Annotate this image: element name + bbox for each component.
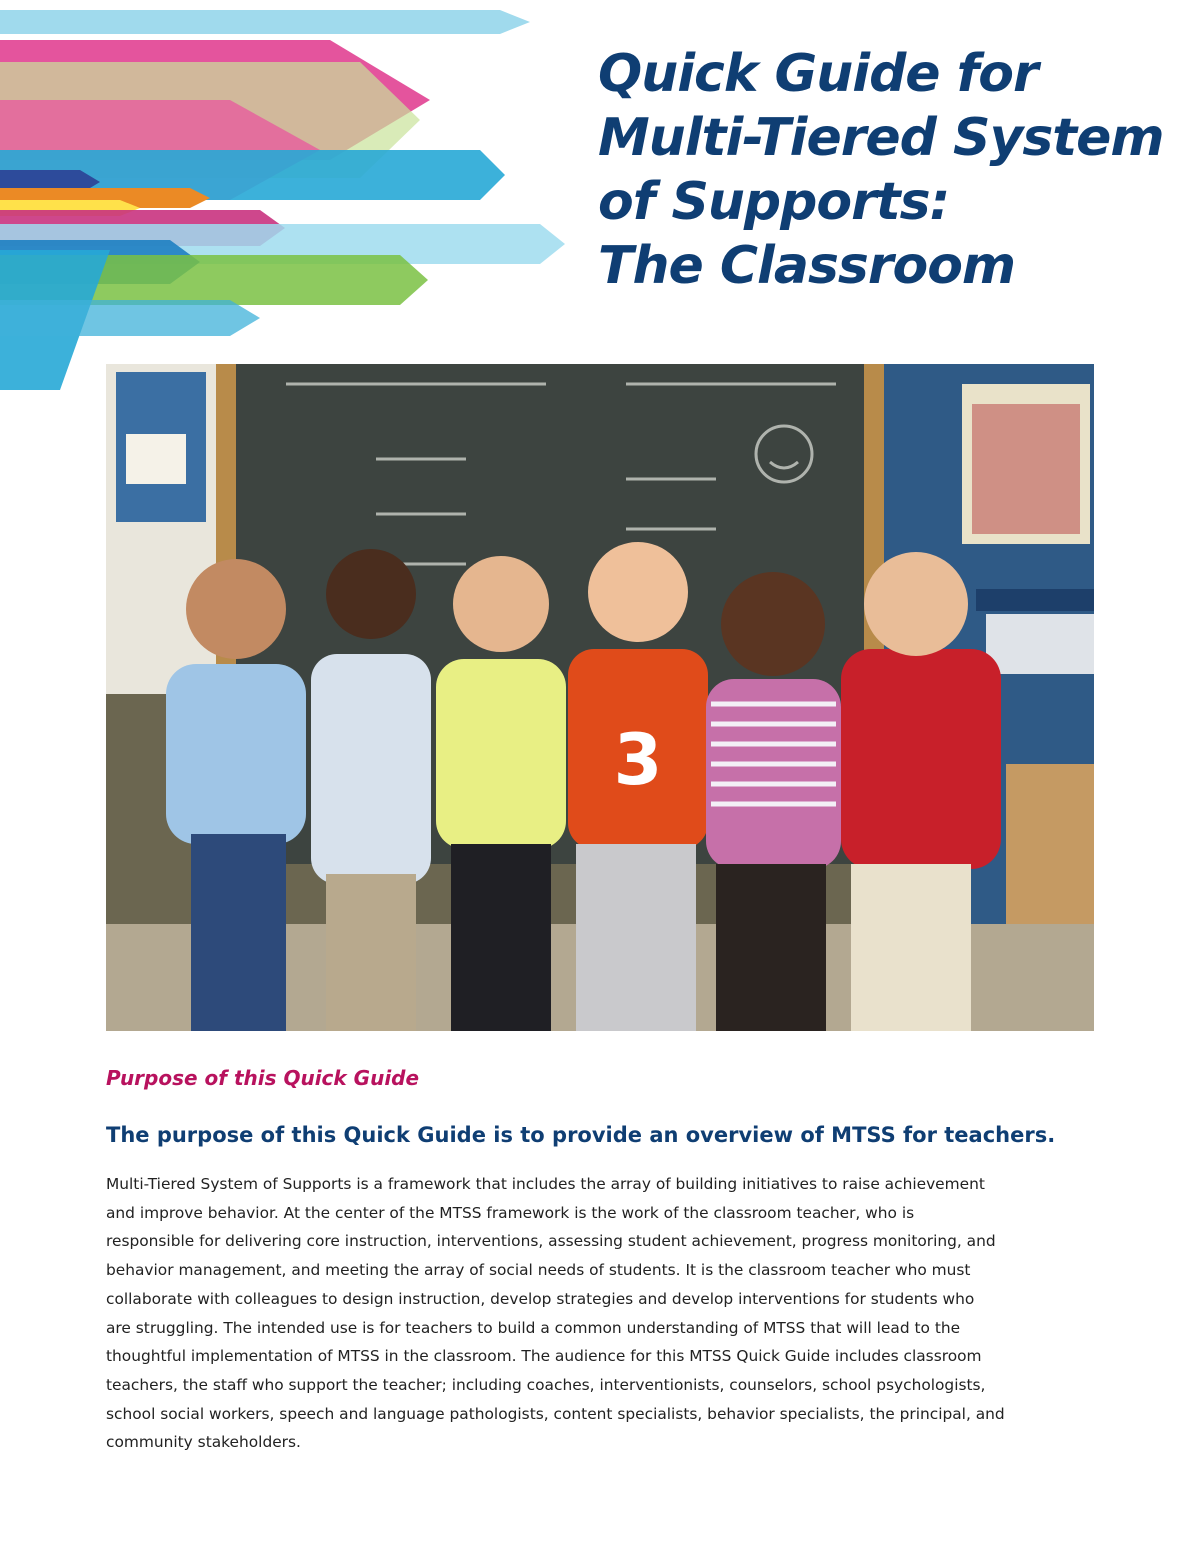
paragraph-line: thoughtful implementation of MTSS in the classroom. The audience for this MTSS Quick Guide includes classroom: [106, 1347, 982, 1366]
svg-text:3: 3: [613, 719, 663, 801]
paragraph-line: Multi-Tiered System of Supports is a framework that includes the array of building initiatives to raise achievement: [106, 1175, 985, 1193]
paragraph-line: behavior management, and meeting the array of social needs of students. It is the classroom teacher who must: [106, 1261, 971, 1280]
paragraph-line: teachers, the staff who support the teacher; including coaches, interventionists, counselors, school psychologists,: [106, 1375, 986, 1394]
section-label: Purpose of this Quick Guide: [106, 1066, 420, 1090]
body-paragraph: [106, 1170, 1094, 1457]
section-heading: The purpose of this Quick Guide is to provide an overview of MTSS for teachers.: [106, 1123, 1056, 1147]
arrows-banner-graphic: [0, 0, 600, 390]
paragraph-line: and improve behavior. At the center of the MTSS framework is the work of the classroom teacher, who is: [106, 1203, 915, 1222]
paragraph-line: responsible for delivering core instruction, interventions, assessing student achievement, progress monitoring, and: [106, 1232, 996, 1251]
title-line: The Classroom: [598, 236, 1016, 296]
paragraph-line: school social workers, speech and language pathologists, content specialists, behavior specialists, the principal, and: [106, 1404, 1005, 1423]
page-title: [598, 42, 1188, 298]
title-line: Quick Guide for: [598, 44, 1038, 104]
title-line: of Supports:: [598, 172, 950, 232]
paragraph-line: are struggling. The intended use is for teachers to build a common understanding of MTSS that will lead to the: [106, 1318, 961, 1337]
title-line: Multi-Tiered System: [598, 108, 1164, 168]
paragraph-line: collaborate with colleagues to design instruction, develop strategies and develop interventions for students who: [106, 1289, 975, 1308]
classroom-children-photo: [106, 364, 1094, 1031]
paragraph-line: community stakeholders.: [106, 1433, 301, 1452]
